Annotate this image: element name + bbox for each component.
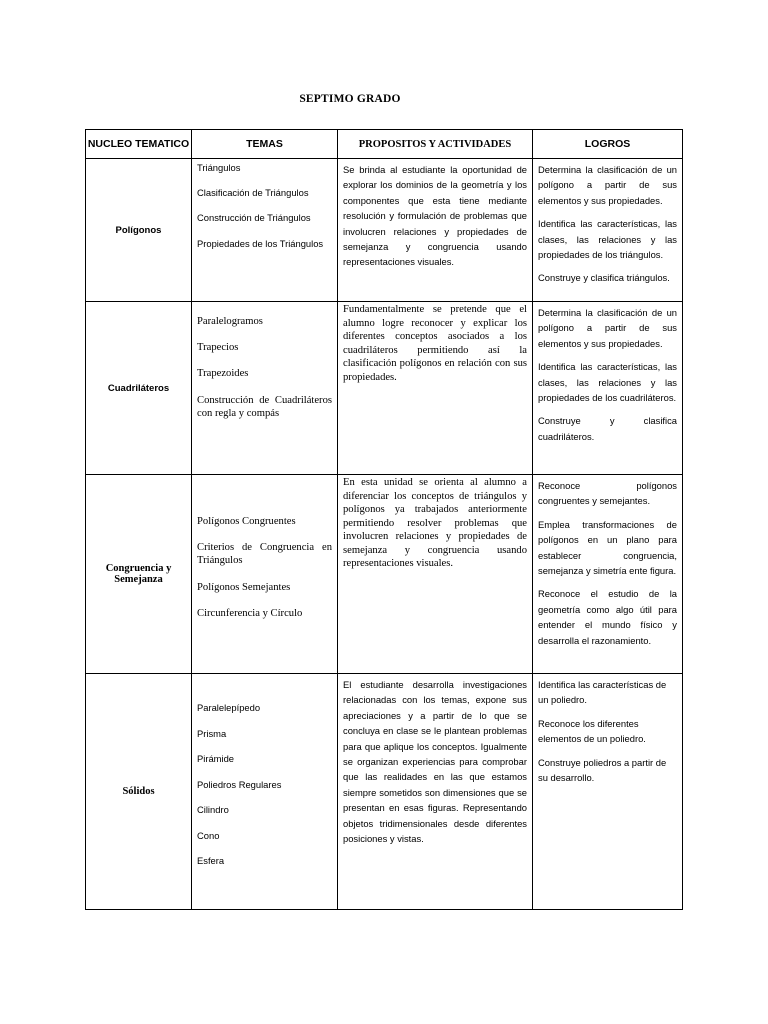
temas-cell — [192, 302, 338, 475]
tema-item: Cono — [197, 829, 220, 841]
temas-cell — [192, 159, 338, 302]
tema-item: Paralelogramos — [197, 316, 263, 327]
propositos-cell — [338, 302, 533, 475]
propositos-text: Fundamentalmente se pretende que el alumno logre reconocer y explicar los diferentes conceptos asociados a los cuadriláteros permitiendo así la clasificación polígonos en relación con sus propiedades. — [343, 304, 527, 383]
tema-item: Criterios de Congruencia en Triángulos — [197, 542, 332, 567]
temas-cell — [192, 475, 338, 674]
logros-cell — [533, 302, 683, 475]
table-row — [86, 475, 683, 674]
logros-cell — [533, 674, 683, 910]
logro-item: Emplea transformaciones de polígonos en un plano para establecer congruencia, semejanza y simetría ente figura. — [538, 518, 677, 577]
tema-item: Paralelepípedo — [197, 702, 261, 713]
tema-item: Trapecios — [197, 342, 239, 354]
header-temas: TEMAS — [192, 130, 338, 159]
tema-item: Clasificación de Triángulos — [197, 186, 309, 198]
propositos-cell — [338, 674, 533, 910]
tema-item: Trapezoides — [197, 368, 249, 380]
temas-cell — [192, 674, 338, 910]
logro-item: Identifica las características, las clases, las relaciones y las propiedades de los cuadriláteros. — [538, 361, 677, 404]
tema-item: Polígonos Congruentes — [197, 516, 296, 527]
tema-item: Construcción de Triángulos — [197, 212, 311, 223]
header-logros: LOGROS — [533, 130, 683, 159]
tema-item: Triángulos — [197, 162, 241, 173]
table-row — [86, 302, 683, 475]
propositos-cell — [338, 475, 533, 674]
tema-item: Prisma — [197, 727, 227, 739]
nucleo-cell: Cuadriláteros — [86, 302, 192, 475]
nucleo-cell: Sólidos — [86, 674, 192, 910]
header-propositos: PROPOSITOS Y ACTIVIDADES — [338, 130, 533, 159]
logro-item: Reconoce los diferentes elementos de un poliedro. — [538, 717, 646, 745]
tema-item: Esfera — [197, 855, 225, 866]
propositos-text: En esta unidad se orienta al alumno a diferenciar los conceptos de triángulos y polígonos ya trabajados anteriormente permitiendo resolver problemas que involucren relaciones y propiedades de semejanza y congruencia usando representaciones visuales. — [343, 477, 527, 569]
tema-item: Circunferencia y Círculo — [197, 607, 303, 619]
logro-item: Construye y clasifica cuadriláteros. — [538, 415, 677, 442]
curriculum-table — [85, 129, 683, 910]
tema-item: Polígonos Semejantes — [197, 581, 291, 593]
logro-item: Identifica las características de un poliedro. — [538, 679, 667, 706]
nucleo-cell: Polígonos — [86, 159, 192, 302]
logro-item: Construye poliedros a partir de su desarrollo. — [538, 756, 667, 784]
table-header-row — [86, 130, 683, 159]
nucleo-cell: Congruencia y Semejanza — [86, 475, 192, 674]
tema-item: Pirámide — [197, 753, 234, 764]
table-row — [86, 674, 683, 910]
page-title: SEPTIMO GRADO — [299, 93, 401, 105]
logros-cell — [533, 159, 683, 302]
logro-item: Determina la clasificación de un polígono a partir de sus elementos y sus propiedades. — [538, 164, 677, 206]
header-nucleo: NUCLEO TEMATICO — [86, 130, 192, 159]
table-row — [86, 159, 683, 302]
tema-item: Poliedros Regulares — [197, 778, 282, 790]
propositos-text: El estudiante desarrolla investigaciones relacionadas con los temas, expone sus apreciaciones y a partir de lo que se concluya en clase se le plantean problemas para que aplique los conceptos. Igualmente se organizan experiencias para comprobar que las realidades en las que estamos siempre sometidos son dimensiones que se presentan en esas figuras. Representando objetos tridimensionales desde diferentes posiciones y vistas. — [343, 679, 527, 845]
tema-item: Construcción de Cuadriláteros con regla y compás — [197, 394, 332, 419]
tema-item: Propiedades de los Triángulos — [197, 237, 324, 249]
tema-item: Cilindro — [197, 804, 229, 815]
propositos-cell — [338, 159, 533, 302]
logros-cell — [533, 475, 683, 674]
logro-item: Reconoce polígonos congruentes y semejantes. — [538, 480, 677, 507]
logro-item: Identifica las características, las clases, las relaciones y las propiedades de los triángulos. — [538, 218, 677, 261]
propositos-text: Se brinda al estudiante la oportunidad de explorar los dominios de la geometría y los componentes que esta tiene mediante resolución y formulación de problemas que involucren relaciones y propiedades de semejanza y congruencia usando representaciones visuales. — [343, 164, 527, 268]
logro-item: Reconoce el estudio de la geometría como algo útil para entender el mundo físico y desarrolla el razonamiento. — [538, 588, 677, 646]
logro-item: Determina la clasificación de un polígono a partir de sus elementos y sus propiedades. — [538, 307, 677, 349]
logro-item: Construye y clasifica triángulos. — [538, 272, 670, 284]
